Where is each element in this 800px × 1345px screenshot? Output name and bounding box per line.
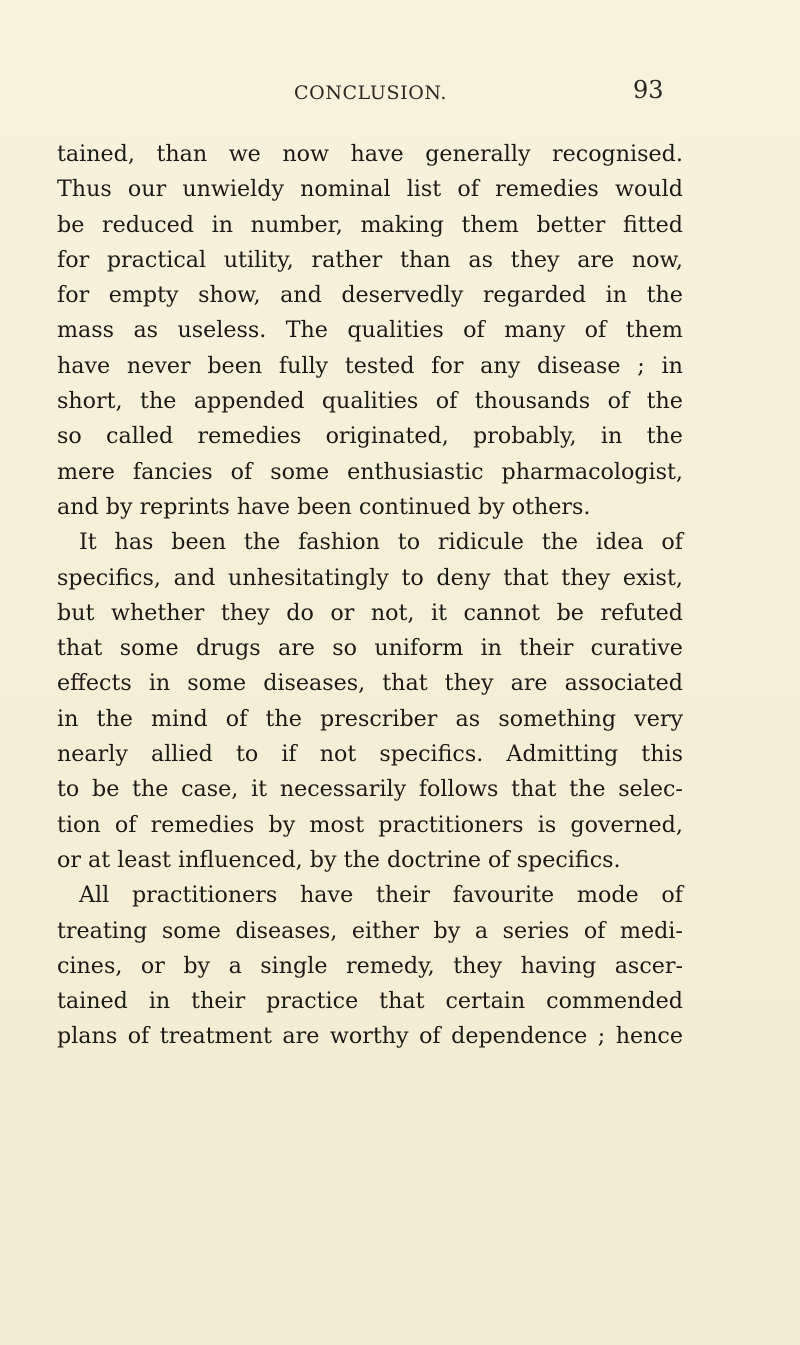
- word: appended: [193, 388, 305, 415]
- word: enthusiastic: [347, 458, 484, 485]
- word: their: [519, 635, 574, 662]
- word: qualities: [321, 388, 419, 415]
- word: in: [148, 988, 171, 1015]
- text-line: [57, 596, 683, 631]
- word: in: [480, 635, 502, 662]
- word: of: [225, 705, 248, 732]
- word: specifics.: [379, 741, 484, 768]
- word: have: [350, 141, 404, 167]
- page-number: 93: [633, 76, 664, 104]
- word: favourite: [452, 882, 555, 909]
- word: are: [277, 635, 315, 662]
- word: they: [220, 599, 270, 626]
- word: in: [661, 352, 683, 379]
- word: for: [57, 282, 90, 309]
- word: tained,: [57, 141, 135, 167]
- word: them: [625, 317, 683, 344]
- word: pharmacologist,: [501, 458, 683, 485]
- text-line: [57, 349, 683, 384]
- word: or: [330, 599, 355, 626]
- word: fashion: [298, 529, 380, 556]
- word: ;: [597, 1023, 606, 1050]
- word: a: [474, 917, 489, 944]
- chapter-title: CONCLUSION.: [294, 82, 448, 104]
- word: for: [57, 246, 90, 273]
- word: empty: [108, 282, 179, 309]
- word: that: [379, 988, 425, 1015]
- word: than: [156, 141, 208, 167]
- word: Thus: [57, 176, 112, 203]
- word: certain: [445, 988, 526, 1015]
- word: now,: [631, 246, 683, 273]
- word: they: [444, 670, 494, 697]
- word: the: [265, 705, 302, 732]
- word: drugs: [195, 635, 261, 662]
- word: their: [375, 882, 431, 909]
- word: show,: [198, 282, 261, 309]
- word: associated: [564, 670, 683, 697]
- word: in: [57, 705, 79, 732]
- text-line: [57, 419, 683, 454]
- word: but: [57, 599, 95, 626]
- word: It: [79, 529, 97, 556]
- word: unwieldy: [182, 176, 284, 203]
- word: to: [57, 776, 80, 803]
- word: of: [583, 917, 606, 944]
- word: useless.: [177, 317, 267, 344]
- word: of: [607, 388, 630, 415]
- line-text: and by reprints have been continued by others.: [57, 493, 591, 520]
- word: deservedly: [341, 282, 464, 309]
- word: been: [207, 352, 263, 379]
- text-line: [57, 737, 683, 772]
- word: has: [114, 529, 154, 556]
- word: qualities: [347, 317, 444, 344]
- word: as: [468, 246, 493, 273]
- word: they: [561, 564, 611, 591]
- word: governed,: [570, 811, 683, 838]
- word: thousands: [474, 388, 591, 415]
- text-line: [57, 384, 683, 419]
- word: rather: [311, 246, 383, 273]
- text-line: [57, 208, 683, 243]
- word: selec-: [618, 776, 683, 803]
- word: not: [319, 741, 357, 768]
- word: would: [614, 176, 683, 203]
- word: a: [228, 952, 242, 979]
- word: be: [57, 211, 85, 238]
- word: very: [634, 705, 683, 732]
- word: of: [419, 1023, 441, 1050]
- word: short,: [57, 388, 123, 415]
- word: remedies: [150, 811, 255, 838]
- word: of: [230, 458, 253, 485]
- word: as: [133, 317, 159, 344]
- word: that: [511, 776, 557, 803]
- word: dependence: [451, 1023, 588, 1050]
- word: refuted: [600, 599, 683, 626]
- word: in: [605, 282, 628, 309]
- word: hence: [615, 1023, 683, 1050]
- word: some: [161, 917, 221, 944]
- word: we: [228, 141, 261, 167]
- word: of: [127, 1023, 150, 1050]
- word: it: [431, 599, 448, 626]
- word: they: [453, 952, 503, 979]
- word: practitioners: [378, 811, 524, 838]
- word: their: [191, 988, 246, 1015]
- word: the: [140, 388, 177, 415]
- word: this: [641, 741, 683, 768]
- text-line: [57, 808, 683, 843]
- text-line: [57, 878, 683, 913]
- word: necessarily: [279, 776, 407, 803]
- word: diseases,: [263, 670, 366, 697]
- word: now: [282, 141, 329, 167]
- word: been: [171, 529, 227, 556]
- word: most: [309, 811, 365, 838]
- word: mass: [57, 317, 115, 344]
- word: remedies: [495, 176, 599, 203]
- word: diseases,: [235, 917, 338, 944]
- word: for: [431, 352, 464, 379]
- word: of: [435, 388, 458, 415]
- word: worthy: [329, 1023, 409, 1050]
- word: mind: [151, 705, 208, 732]
- word: of: [661, 529, 683, 556]
- word: in: [600, 423, 623, 450]
- text-line: [57, 843, 683, 878]
- word: prescriber: [320, 705, 438, 732]
- word: The: [285, 317, 328, 344]
- text-line: [57, 772, 683, 807]
- text-line: [57, 949, 683, 984]
- word: of: [463, 317, 485, 344]
- text-line: [57, 561, 683, 596]
- word: that: [57, 635, 103, 662]
- word: tained: [57, 988, 128, 1015]
- word: tested: [344, 352, 415, 379]
- word: as: [455, 705, 481, 732]
- text-line: [57, 137, 683, 172]
- word: disease: [536, 352, 621, 379]
- text-line: [57, 243, 683, 278]
- word: of: [114, 811, 137, 838]
- word: uniform: [374, 635, 464, 662]
- word: and: [280, 282, 322, 309]
- word: and: [173, 564, 216, 591]
- word: that: [503, 564, 549, 591]
- word: so: [332, 635, 358, 662]
- word: have: [300, 882, 354, 909]
- text-line: [57, 490, 683, 525]
- word: medi-: [619, 917, 683, 944]
- word: plans: [57, 1023, 118, 1050]
- word: of: [457, 176, 479, 203]
- word: nearly: [57, 741, 128, 768]
- word: is: [537, 811, 557, 838]
- word: to: [401, 564, 424, 591]
- word: never: [126, 352, 191, 379]
- word: to: [397, 529, 421, 556]
- word: whether: [110, 599, 205, 626]
- word: recognised.: [552, 141, 683, 167]
- word: the: [132, 776, 169, 803]
- word: practical: [106, 246, 207, 273]
- word: tion: [57, 811, 101, 838]
- text-line: [57, 278, 683, 313]
- word: fancies: [132, 458, 213, 485]
- word: to: [235, 741, 259, 768]
- word: cannot: [463, 599, 541, 626]
- running-head: [0, 78, 800, 108]
- word: treating: [57, 917, 148, 944]
- word: cines,: [57, 952, 123, 979]
- word: in: [148, 670, 171, 697]
- word: are: [510, 670, 548, 697]
- word: our: [127, 176, 167, 203]
- word: specifics,: [57, 564, 161, 591]
- word: so: [57, 423, 82, 450]
- word: regarded: [482, 282, 587, 309]
- text-line: [57, 666, 683, 701]
- word: allied: [150, 741, 213, 768]
- text-line: [57, 1019, 683, 1054]
- word: remedy,: [345, 952, 435, 979]
- word: some: [187, 670, 247, 697]
- word: originated,: [325, 423, 449, 450]
- word: remedies: [197, 423, 302, 450]
- word: having: [520, 952, 597, 979]
- word: idea: [595, 529, 644, 556]
- word: it: [251, 776, 268, 803]
- word: number,: [250, 211, 343, 238]
- word: many: [504, 317, 566, 344]
- word: Admitting: [506, 741, 619, 768]
- word: series: [502, 917, 570, 944]
- text-line: [57, 455, 683, 490]
- text-line: [57, 313, 683, 348]
- word: if: [281, 741, 297, 768]
- text-line: [57, 631, 683, 666]
- text-line: [57, 525, 683, 560]
- word: not,: [370, 599, 415, 626]
- word: fitted: [623, 211, 683, 238]
- word: something: [498, 705, 617, 732]
- word: the: [646, 388, 683, 415]
- word: effects: [57, 670, 132, 697]
- word: have: [57, 352, 111, 379]
- word: probably,: [473, 423, 577, 450]
- word: are: [282, 1023, 320, 1050]
- word: any: [480, 352, 521, 379]
- word: are: [577, 246, 615, 273]
- word: All: [79, 882, 110, 909]
- word: reduced: [101, 211, 194, 238]
- word: making: [360, 211, 444, 238]
- word: the: [243, 529, 281, 556]
- word: of: [661, 882, 683, 909]
- word: some: [119, 635, 179, 662]
- word: by: [183, 952, 211, 979]
- word: that: [382, 670, 428, 697]
- body-text: [57, 137, 683, 1055]
- word: than: [399, 246, 451, 273]
- word: be: [92, 776, 120, 803]
- word: curative: [590, 635, 683, 662]
- text-line: [57, 172, 683, 207]
- word: ridicule: [437, 529, 524, 556]
- word: some: [270, 458, 330, 485]
- text-line: [57, 984, 683, 1019]
- word: be: [556, 599, 584, 626]
- word: nominal: [300, 176, 391, 203]
- word: them: [461, 211, 519, 238]
- word: by: [268, 811, 296, 838]
- word: ascer-: [614, 952, 683, 979]
- word: they: [510, 246, 560, 273]
- word: do: [286, 599, 314, 626]
- word: the: [569, 776, 606, 803]
- word: case,: [181, 776, 239, 803]
- word: in: [211, 211, 234, 238]
- word: the: [646, 282, 683, 309]
- word: called: [106, 423, 174, 450]
- word: mode: [576, 882, 639, 909]
- text-line: [57, 914, 683, 949]
- word: unhesitatingly: [228, 564, 389, 591]
- word: the: [96, 705, 133, 732]
- word: the: [541, 529, 579, 556]
- word: the: [646, 423, 683, 450]
- line-text: or at least influenced, by the doctrine of specifics.: [57, 846, 621, 873]
- word: commended: [546, 988, 683, 1015]
- word: follows: [418, 776, 499, 803]
- text-line: [57, 702, 683, 737]
- word: treatment: [159, 1023, 272, 1050]
- word: practitioners: [131, 882, 278, 909]
- word: utility,: [223, 246, 294, 273]
- word: exist,: [622, 564, 683, 591]
- word: generally: [425, 141, 531, 167]
- word: or: [140, 952, 165, 979]
- word: single: [260, 952, 328, 979]
- word: ;: [637, 352, 645, 379]
- word: of: [584, 317, 607, 344]
- word: mere: [57, 458, 115, 485]
- word: list: [406, 176, 442, 203]
- word: better: [536, 211, 606, 238]
- word: fully: [278, 352, 329, 379]
- word: practice: [266, 988, 359, 1015]
- word: either: [351, 917, 420, 944]
- word: by: [433, 917, 461, 944]
- word: deny: [436, 564, 491, 591]
